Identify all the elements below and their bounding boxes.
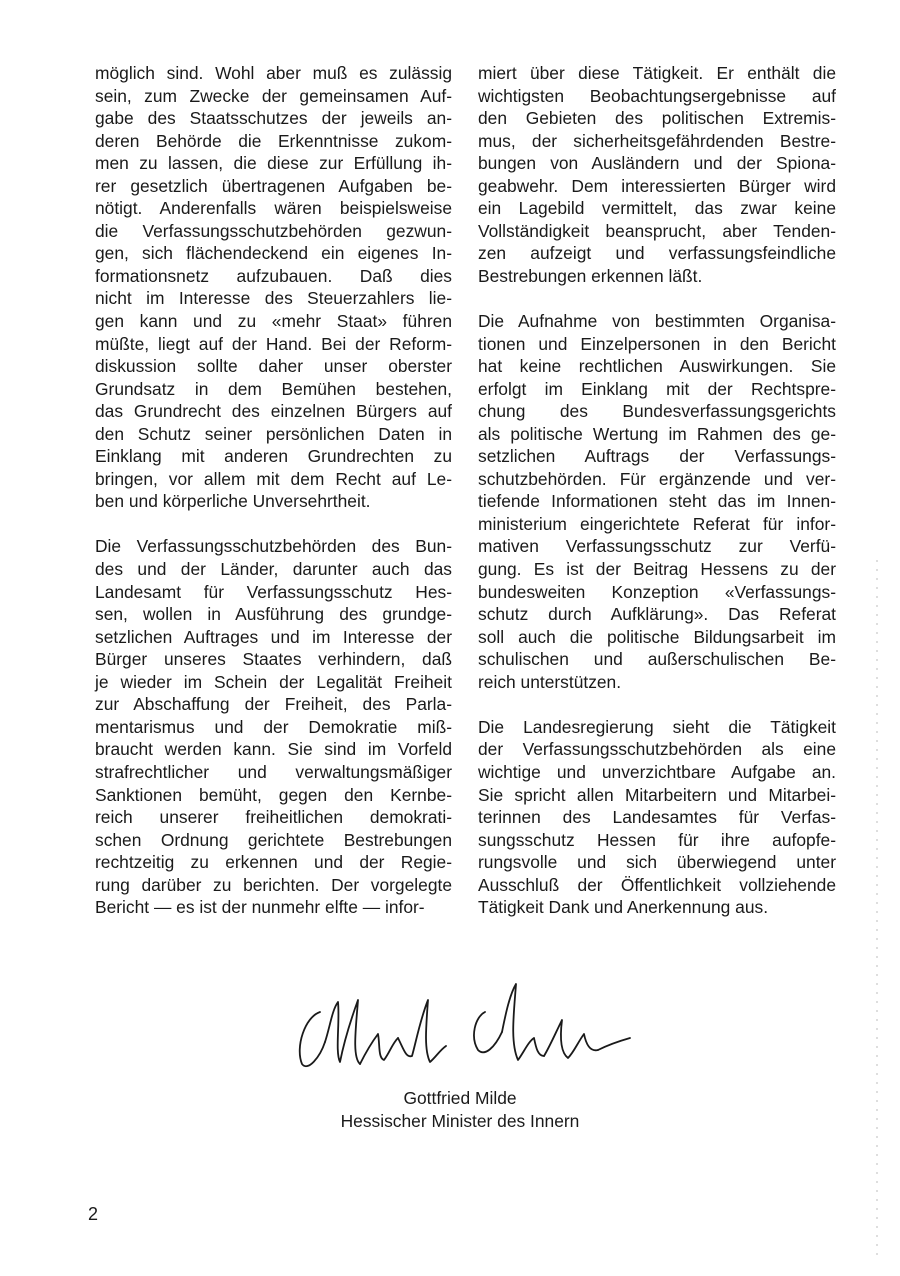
text-line: schulischen und außerschulischen Be- [478, 649, 836, 670]
text-line: der Verfassungsschutzbehörden als eine [478, 739, 836, 760]
text-line: mus, der sicherheitsgefährdenden Bestre- [478, 130, 836, 151]
text-line: des und der Länder, darunter auch das [95, 559, 452, 580]
page-number: 2 [88, 1204, 99, 1224]
page-edge-marks [875, 560, 879, 1260]
text-line: als politische Wertung im Rahmen des ge- [478, 423, 836, 444]
text-line: wichtige und unverzichtbare Aufgabe an. [478, 761, 836, 782]
paragraph-gap [478, 693, 836, 716]
text-line: setzlichen Auftrages und im Interesse der [95, 626, 452, 647]
text-line: sein, zum Zwecke der gemeinsamen Auf- [95, 85, 452, 106]
text-line: strafrechtlicher und verwaltungsmäßiger [95, 761, 452, 782]
text-line: nicht im Interesse des Steuerzahlers lie- [95, 288, 452, 309]
text-line: gen, sich flächendeckend ein eigenes In- [95, 243, 452, 264]
text-line: bringen, vor allem mit dem Recht auf Le- [95, 468, 452, 489]
text-line: gen kann und zu «mehr Staat» führen [95, 311, 452, 332]
text-line: men zu lassen, die diese zur Erfüllung ih- [95, 153, 452, 174]
text-line: ein Lagebild vermittelt, das zwar keine [478, 198, 836, 219]
signer-name: Gottfried Milde [403, 1088, 517, 1108]
text-line: Bericht — es ist der nunmehr elfte — infor- [95, 897, 425, 918]
text-line: soll auch die politische Bildungsarbeit im [478, 626, 836, 647]
text-line: mentarismus und der Demokratie miß- [95, 716, 452, 737]
right-column [478, 62, 836, 919]
text-line: Sanktionen bemüht, gegen den Kernbe- [95, 784, 452, 805]
text-line: rung darüber zu berichten. Der vorgelegte [95, 874, 452, 895]
text-line: Die Aufnahme von bestimmten Organisa- [478, 311, 836, 332]
text-line: Tätigkeit Dank und Anerkennung aus. [478, 897, 769, 918]
signer-title: Hessischer Minister des Innern [340, 1111, 580, 1131]
text-line: miert über diese Tätigkeit. Er enthält die [478, 63, 836, 83]
text-line: Sie spricht allen Mitarbeitern und Mitarbei- [478, 784, 836, 805]
paragraph-gap [478, 287, 836, 310]
text-line: bungen von Ausländern und der Spiona- [478, 153, 836, 174]
text-line: gabe des Staatsschutzes der jeweils an- [95, 108, 452, 129]
text-line: den Schutz seiner persönlichen Daten in [95, 423, 452, 444]
text-line: den Gebieten des politischen Extremis- [478, 108, 836, 129]
text-line: sen, wollen in Ausführung des grundge- [95, 604, 452, 625]
text-line: Bestrebungen erkennen läßt. [478, 265, 703, 286]
text-line: rungsvolle und sich überwiegend unter [478, 852, 836, 873]
handwritten-signature [280, 972, 640, 1082]
text-line: Landesamt für Verfassungsschutz Hes- [95, 581, 452, 602]
text-line: je wieder im Schein der Legalität Freiheit [95, 671, 452, 692]
text-line: rer gesetzlich übertragenen Aufgaben be- [95, 175, 452, 196]
text-line: terinnen des Landesamtes für Verfas- [478, 807, 836, 828]
text-line: ben und körperliche Unversehrtheit. [95, 491, 371, 512]
text-line: Grundsatz in dem Bemühen bestehen, [95, 378, 452, 399]
paragraph [478, 716, 836, 919]
text-line: chung des Bundesverfassungsgerichts [478, 401, 836, 422]
text-line: gung. Es ist der Beitrag Hessens zu der [478, 559, 836, 580]
text-line: tionen und Einzelpersonen in den Bericht [478, 333, 836, 354]
text-line: tiefende Informationen steht das im Innen- [478, 491, 836, 512]
text-line: Einklang mit anderen Grundrechten zu [95, 446, 452, 467]
left-column [95, 62, 452, 919]
text-line: wichtigsten Beobachtungsergebnisse auf [478, 85, 836, 106]
text-line: braucht werden kann. Sie sind im Vorfeld [95, 739, 452, 760]
text-line: erfolgt im Einklang mit der Rechtspre- [478, 378, 836, 399]
text-line: setzlichen Auftrags der Verfassungs- [478, 446, 836, 467]
text-line: schutz durch Aufklärung». Das Referat [478, 604, 836, 625]
text-line: schen Ordnung gerichtete Bestrebungen [95, 829, 452, 850]
text-line: mativen Verfassungsschutz zur Verfü- [478, 536, 836, 557]
text-line: müßte, liegt auf der Hand. Bei der Reform- [95, 333, 452, 354]
text-line: Ausschluß der Öffentlichkeit vollziehende [478, 874, 836, 895]
text-line: reich unterstützen. [478, 671, 622, 692]
text-line: hat keine rechtlichen Auswirkungen. Sie [478, 356, 836, 377]
text-line: formationsnetz aufzubauen. Daß dies [95, 265, 452, 286]
text-line: möglich sind. Wohl aber muß es zulässig [95, 63, 452, 83]
text-line: rechtzeitig zu erkennen und der Regie- [95, 852, 452, 873]
paragraph [478, 310, 836, 693]
text-line: diskussion sollte daher unser oberster [95, 356, 452, 377]
text-line: das Grundrecht des einzelnen Bürgers auf [95, 401, 452, 422]
text-line: Vollständigkeit beansprucht, aber Tenden- [478, 220, 836, 241]
text-line: schutzbehörden. Für ergänzende und ver- [478, 468, 836, 489]
text-line: sungsschutz Hessen für ihre aufopfe- [478, 829, 836, 850]
text-line: deren Behörde die Erkenntnisse zukom- [95, 130, 452, 151]
text-line: ministerium eingerichtete Referat für infor- [478, 513, 836, 534]
text-line: nötigt. Anderenfalls wären beispielsweise [95, 198, 452, 219]
text-line: reich unserer freiheitlichen demokrati- [95, 807, 452, 828]
text-line: Die Landesregierung sieht die Tätigkeit [478, 716, 836, 737]
text-line: zen aufzeigt und verfassungsfeindliche [478, 243, 836, 264]
text-line: zur Abschaffung der Freiheit, des Parla- [95, 694, 452, 715]
text-line: bundesweiten Konzeption «Verfassungs- [478, 581, 836, 602]
paragraph [478, 62, 836, 287]
text-line: die Verfassungsschutzbehörden gezwun- [95, 220, 452, 241]
paragraph-gap [95, 513, 452, 536]
paragraph [95, 62, 452, 513]
text-line: Bürger unseres Staates verhindern, daß [95, 649, 452, 670]
text-line: geabwehr. Dem interessierten Bürger wird [478, 175, 836, 196]
paragraph [95, 535, 452, 918]
text-line: Die Verfassungsschutzbehörden des Bun- [95, 536, 452, 557]
